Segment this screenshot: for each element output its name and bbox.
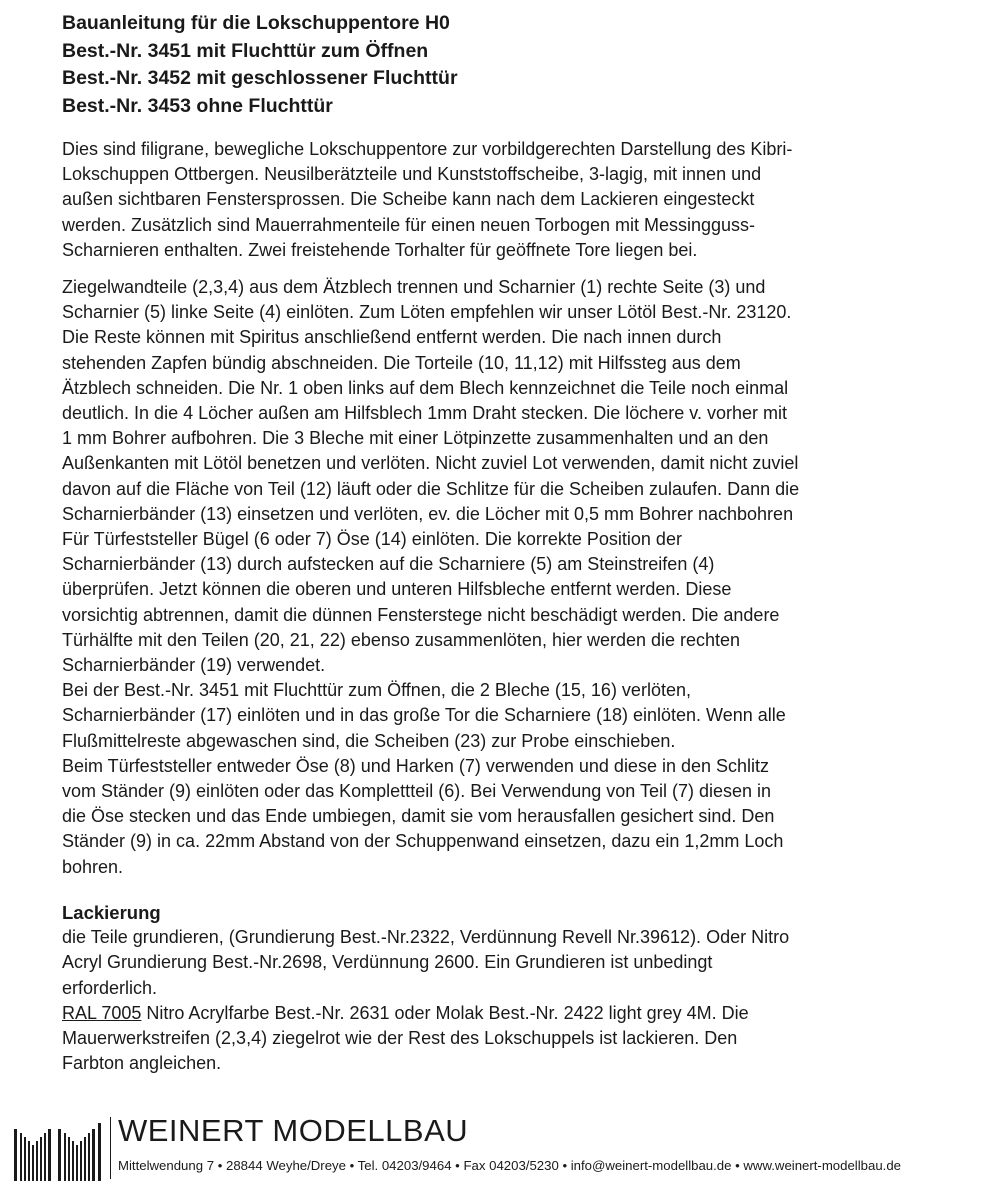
lackierung-section xyxy=(62,900,962,1076)
brand-name: WEINERT MODELLBAU xyxy=(118,1113,469,1148)
instruction-line: bohren. xyxy=(62,856,124,877)
lackierung-heading: Lackierung xyxy=(62,901,161,923)
ral-line xyxy=(62,1001,962,1026)
order-number-3452: Best.-Nr. 3452 mit geschlossener Fluchttür xyxy=(62,67,458,89)
instruction-line: Scharnierbänder (19) verwendet. xyxy=(62,655,326,676)
instruction-line: Die Reste können mit Spiritus anschließend entfernt werden. Die nach innen durch xyxy=(62,327,722,348)
instruction-line: Türhälfte mit den Teilen (20, 21, 22) ebenso zusammenlöten, hier werden die rechten xyxy=(62,629,741,650)
instruction-line: Außenkanten mit Lötöl benetzen und verlöten. Nicht zuviel Lot verwenden, damit nicht zuviel xyxy=(62,453,799,474)
weinert-logo xyxy=(14,1119,106,1183)
lackierung-line: erforderlich. xyxy=(62,977,158,998)
instruction-line: Ständer (9) in ca. 22mm Abstand von der Schuppenwand einsetzen, dazu ein 1,2mm Loch xyxy=(62,831,784,852)
document-title: Bauanleitung für die Lokschuppentore H0 xyxy=(62,12,450,34)
instruction-line: vom Ständer (9) einlöten oder das Komplettteil (6). Bei Verwendung von Teil (7) diesen in xyxy=(62,781,772,802)
lackierung-line: die Teile grundieren, (Grundierung Best.-Nr.2322, Verdünnung Revell Nr.39612). Oder Nitro xyxy=(62,927,790,948)
instruction-line: Ätzblech schneiden. Die Nr. 1 oben links auf dem Blech kennzeichnet die Teile noch einmal xyxy=(62,377,789,398)
ral-description: Nitro Acrylfarbe Best.-Nr. 2631 oder Molak Best.-Nr. 2422 light grey 4M. Die xyxy=(141,1002,749,1023)
intro-line: Dies sind filigrane, bewegliche Lokschuppentore zur vorbildgerechten Darstellung des Kibri- xyxy=(62,139,793,159)
instruction-line: deutlich. In die 4 Löcher außen am Hilfsblech 1mm Draht stecken. Die löchere v. vorher mit xyxy=(62,403,787,424)
ral-code: RAL 7005 xyxy=(62,1002,142,1023)
instructions-paragraph xyxy=(62,275,962,880)
intro-line: werden. Zusätzlich sind Mauerrahmenteile für einen neuen Torbogen mit Messingguss- xyxy=(62,214,756,235)
instruction-line: die Öse stecken und das Ende umbiegen, damit sie vom herausfallen gesichert sind. Den xyxy=(62,806,775,827)
lackierung-line: Farbton angleichen. xyxy=(62,1053,222,1074)
instruction-line: Scharnierbänder (13) durch aufstecken auf die Scharniere (5) am Steinstreifen (4) xyxy=(62,554,715,575)
instruction-line: 1 mm Bohrer aufbohren. Die 3 Bleche mit einer Lötpinzette zusammenhalten und an den xyxy=(62,428,769,449)
instruction-line: Flußmittelreste abgewaschen sind, die Scheiben (23) zur Probe einschieben. xyxy=(62,730,676,751)
footer-divider xyxy=(110,1117,111,1179)
document-page xyxy=(62,10,962,1088)
instruction-line: Scharnierbänder (17) einlöten und in das große Tor die Scharniere (18) einlöten. Wenn alle xyxy=(62,705,786,726)
order-number-3451: Best.-Nr. 3451 mit Fluchttür zum Öffnen xyxy=(62,39,429,62)
instruction-line: Für Türfeststeller Bügel (6 oder 7) Öse (14) einlöten. Die korrekte Position der xyxy=(62,529,682,550)
instruction-line: Scharnier (5) linke Seite (4) einlöten. Zum Löten empfehlen wir unser Lötöl Best.-Nr. 23120. xyxy=(62,302,792,323)
instruction-line: stehenden Zapfen bündig abschneiden. Die Torteile (10, 11,12) mit Hilfssteg aus dem xyxy=(62,352,741,373)
intro-line: Lokschuppen Ottbergen. Neusilberätzteile und Kunststoffscheibe, 3-lagig, mit innen und xyxy=(62,164,762,185)
order-number-3453: Best.-Nr. 3453 ohne Fluchttür xyxy=(62,94,333,117)
instruction-line: Scharnierbänder (13) einsetzen und verlöten, ev. die Löcher mit 0,5 mm Bohrer nachbohren xyxy=(62,503,794,524)
instruction-line: Bei der Best.-Nr. 3451 mit Fluchttür zum Öffnen, die 2 Bleche (15, 16) verlöten, xyxy=(62,680,691,701)
title-block xyxy=(62,10,962,120)
instruction-line: Ziegelwandteile (2,3,4) aus dem Ätzblech trennen und Scharnier (1) rechte Seite (3) und xyxy=(62,277,766,298)
instruction-line: überprüfen. Jetzt können die oberen und unteren Hilfsbleche entfernt werden. Diese xyxy=(62,579,732,600)
instruction-line: vorsichtig abtrennen, damit die dünnen Fensterstege nicht beschädigt werden. Die andere xyxy=(62,604,780,625)
instruction-line: Beim Türfeststeller entweder Öse (8) und Harken (7) verwenden und diese in den Schlitz xyxy=(62,755,770,776)
intro-paragraph xyxy=(62,137,962,263)
lackierung-line: Acryl Grundierung Best.-Nr.2698, Verdünnung 2600. Ein Grundieren ist unbedingt xyxy=(62,952,713,973)
contact-line: Mittelwendung 7 • 28844 Weyhe/Dreye • Tel. 04203/9464 • Fax 04203/5230 • info@weinert-modellbau.de • www.weinert-modellbau.de xyxy=(118,1158,902,1173)
instruction-line: davon auf die Fläche von Teil (12) läuft oder die Schlitze für die Scheiben zulaufen. Dann die xyxy=(62,478,800,499)
lackierung-line: Mauerwerkstreifen (2,3,4) ziegelrot wie der Rest des Lokschuppels ist lackieren. Den xyxy=(62,1027,738,1048)
intro-line: Scharnieren enthalten. Zwei freistehende Torhalter für geöffnete Tore liegen bei. xyxy=(62,239,698,260)
footer xyxy=(14,1113,994,1183)
intro-line: außen sichtbaren Fenstersprossen. Die Scheibe kann nach dem Lackieren eingesteckt xyxy=(62,189,755,210)
